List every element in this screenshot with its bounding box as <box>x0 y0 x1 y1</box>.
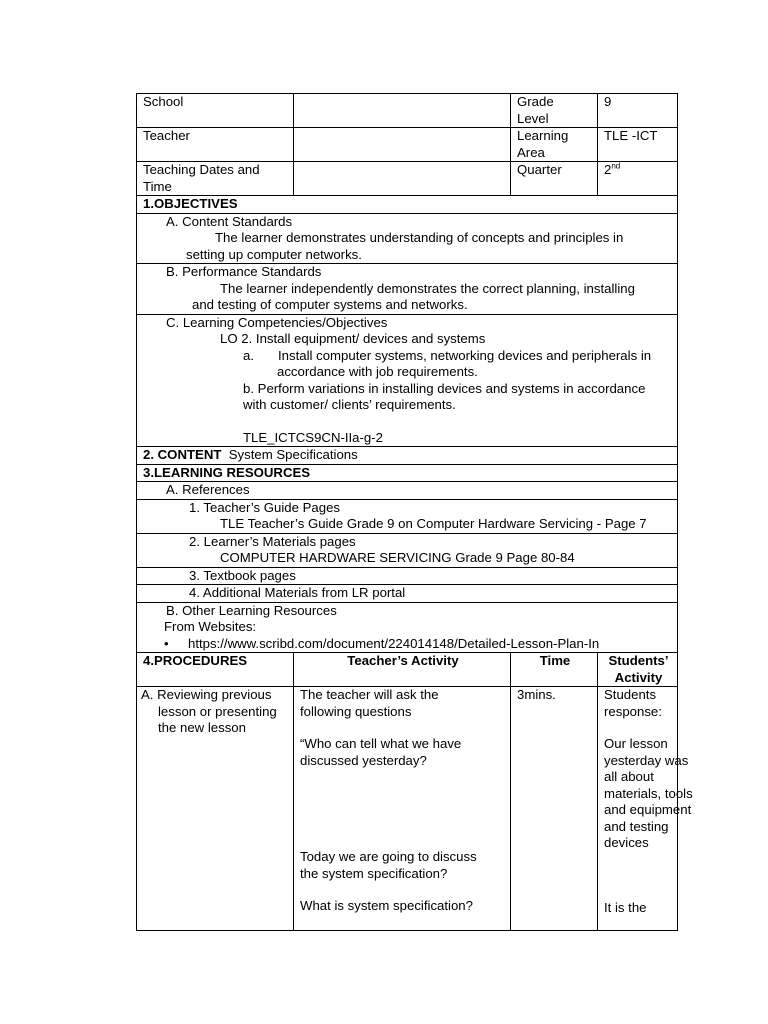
competencies-cell: C. Learning Competencies/Objectives LO 2. Install equipment/ devices and systems a. Install computer systems, networking devices and peripherals in accordance with job requirements. b. Perform variations in installing devices and systems in accordance with customer/ clients’ requirements. TLE_ICTCS9CN-IIa-g-2 <box>137 314 678 447</box>
learners-materials-cell <box>137 533 678 567</box>
learners-materials-text: COMPUTER HARDWARE SERVICING Grade 9 Page 80-84 <box>220 550 575 565</box>
performance-standards-cell: B. Performance Standards The learner independently demonstrates the correct planning, installing and testing of computer systems and networks. <box>137 264 678 315</box>
competencies-label: C. Learning Competencies/Objectives <box>166 314 388 330</box>
procedures-heading: 4.PROCEDURES <box>137 653 294 687</box>
quarter-value: 2nd <box>598 162 678 196</box>
procedures-header-row <box>137 653 678 687</box>
content-standards-text: The learner demonstrates understanding of concepts and principles in <box>215 230 624 245</box>
teaching-dates-value <box>294 162 511 196</box>
quarter-label: Quarter <box>511 162 598 196</box>
procedure-a-teacher-activity: The teacher will ask the following questions “Who can tell what we have discussed yesterday? Today we are going to discuss the system specification? What is system specification? <box>294 687 511 931</box>
students-activity-header: Students’ Activity <box>598 653 678 687</box>
procedure-a-label: A. Reviewing previous lesson or presenting the new lesson <box>137 687 294 931</box>
other-resources-row <box>137 602 678 653</box>
performance-standards-label: B. Performance Standards <box>166 264 322 279</box>
other-resources-cell <box>137 602 678 653</box>
competency-item-b: b. Perform variations in installing devices and systems in accordance <box>243 380 646 396</box>
school-label: School <box>137 94 294 128</box>
teachers-guide-row <box>137 499 678 533</box>
time-header: Time <box>511 653 598 687</box>
dates-row <box>137 162 678 196</box>
objectives-heading: 1.OBJECTIVES <box>137 196 678 214</box>
content-cell <box>137 447 678 465</box>
grade-level-label: Grade Level <box>511 94 598 128</box>
content-heading: 2. CONTENT <box>143 447 222 462</box>
references-label: A. References <box>137 482 678 500</box>
competencies-row <box>137 314 678 447</box>
lesson-plan-table <box>136 93 693 931</box>
textbook-row <box>137 567 678 585</box>
competency-item-a: a. Install computer systems, networking devices and peripherals in <box>243 347 652 363</box>
teachers-guide-label: 1. Teacher’s Guide Pages <box>189 499 341 515</box>
teacher-value <box>294 128 511 162</box>
learners-materials-label: 2. Learner’s Materials pages <box>189 533 356 549</box>
teachers-activity-header: Teacher’s Activity <box>294 653 511 687</box>
content-text: System Specifications <box>228 447 358 462</box>
competency-code: TLE_ICTCS9CN-IIa-g-2 <box>243 429 383 445</box>
school-value <box>294 94 511 128</box>
teacher-label: Teacher <box>137 128 294 162</box>
performance-standards-row <box>137 264 678 315</box>
learning-area-value: TLE -ICT <box>598 128 678 162</box>
teaching-dates-label: Teaching Dates and Time <box>137 162 294 196</box>
resources-heading-row <box>137 464 678 482</box>
bullet-icon: • <box>164 635 169 651</box>
references-row <box>137 482 678 500</box>
content-standards-label: A. Content Standards <box>166 213 293 229</box>
resources-heading: 3.LEARNING RESOURCES <box>137 464 678 482</box>
teachers-guide-text: TLE Teacher’s Guide Grade 9 on Computer Hardware Servicing - Page 7 <box>220 516 647 531</box>
teacher-row <box>137 128 678 162</box>
teachers-guide-cell <box>137 499 678 533</box>
procedure-a-row <box>137 687 678 931</box>
procedure-a-time: 3mins. <box>511 687 598 931</box>
learning-outcome: LO 2. Install equipment/ devices and systems <box>220 331 486 346</box>
websites-label: From Websites: <box>164 619 257 634</box>
content-row <box>137 447 678 465</box>
performance-standards-text: The learner independently demonstrates the correct planning, installing <box>220 280 635 296</box>
school-row <box>137 94 678 128</box>
grade-level-value: 9 <box>598 94 678 128</box>
procedure-a-students-activity: Students response: Our lesson yesterday was all about materials, tools and equipment and testing devices It is the <box>598 687 678 931</box>
textbook-label: 3. Textbook pages <box>137 567 678 585</box>
learning-area-label: Learning Area <box>511 128 598 162</box>
objectives-heading-row <box>137 196 678 214</box>
learners-materials-row <box>137 533 678 567</box>
additional-materials-label: 4. Additional Materials from LR portal <box>137 585 678 603</box>
website-link[interactable]: • https://www.scribd.com/document/224014148/Detailed-Lesson-Plan-In <box>164 635 600 651</box>
content-standards-row <box>137 213 678 264</box>
content-standards-cell: A. Content Standards The learner demonstrates understanding of concepts and principles in setting up computer networks. <box>137 213 678 264</box>
additional-materials-row <box>137 585 678 603</box>
other-resources-label: B. Other Learning Resources <box>166 602 337 618</box>
